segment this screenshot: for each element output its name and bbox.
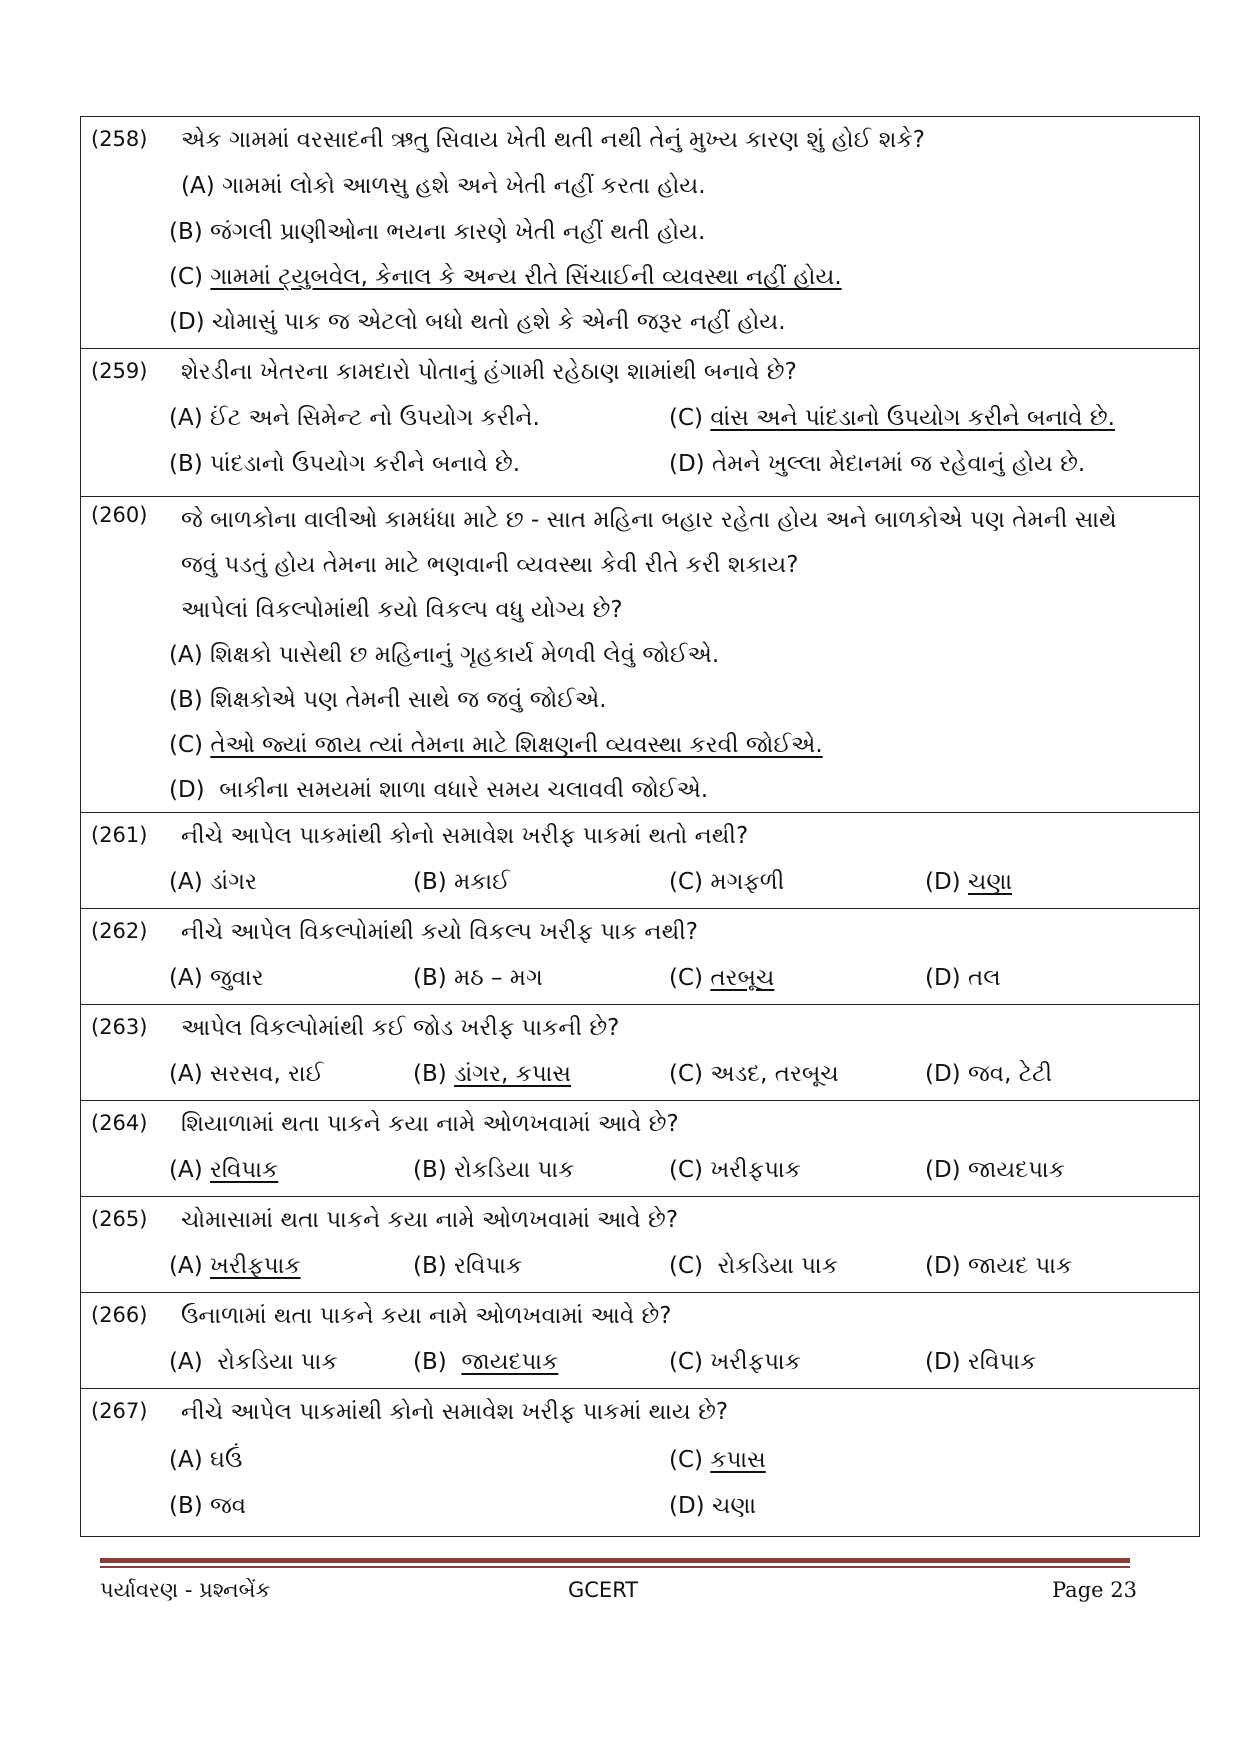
option-a: (A) સરસવ, રાઈ: [169, 1061, 324, 1087]
option-d: (D) ચોમાસું પાક જ એટલો બધો થતો હશે કે એની જરૂર નહીં હોય.: [169, 309, 786, 335]
correct-answer: ખરીફપાક: [210, 1253, 301, 1279]
option-a: (A) ઘઉં: [169, 1447, 243, 1473]
option-b: (B) રોકડિયા પાક: [413, 1157, 575, 1183]
question-262: [81, 909, 1199, 1005]
option-c: (C) તેઓ જ્યાં જાય ત્યાં તેમના માટે શિક્ષણની વ્યવસ્થા કરવી જોઈએ.: [169, 732, 823, 758]
option-a: (A) ગામમાં લોકો આળસુ હશે અને ખેતી નહીં કરતા હોય.: [181, 173, 706, 199]
question-261: [81, 813, 1199, 909]
option-d: (D) તેમને ખુલ્લા મેદાનમાં જ રહેવાનું હોય છે.: [669, 451, 1086, 477]
option-c: (C) ગામમાં ટ્યુબવેલ, કેનાલ કે અન્ય રીતે સિંચાઈની વ્યવસ્થા નહીં હોય.: [169, 264, 842, 290]
question-number: (263): [91, 1015, 148, 1039]
correct-answer: ગામમાં ટ્યુબવેલ, કેનાલ કે અન્ય રીતે સિંચાઈની વ્યવસ્થા નહીં હોય.: [210, 264, 842, 290]
question-number: (261): [91, 823, 148, 847]
option-b: (B) શિક્ષકોએ પણ તેમની સાથે જ જવું જોઈએ.: [169, 687, 607, 713]
question-number: (264): [91, 1111, 148, 1135]
question-text: નીચે આપેલ પાકમાંથી કોનો સમાવેશ ખરીફ પાકમાં થાય છે?: [181, 1399, 729, 1425]
option-d: (D) બાકીના સમયમાં શાળા વધારે સમય ચલાવવી જોઈએ.: [169, 777, 709, 803]
question-number: (266): [91, 1303, 148, 1327]
option-d: (D) રવિપાક: [925, 1349, 1037, 1375]
question-number: (262): [91, 919, 148, 943]
correct-answer: તેઓ જ્યાં જાય ત્યાં તેમના માટે શિક્ષણની વ્યવસ્થા કરવી જોઈએ.: [210, 732, 823, 758]
question-table: [80, 116, 1200, 1537]
option-c: (C) ખરીફપાક: [669, 1349, 801, 1375]
option-b: (B) પાંદડાનો ઉપયોગ કરીને બનાવે છે.: [169, 451, 521, 477]
option-b: (B) મકાઈ: [413, 869, 510, 895]
option-c: (C) મગફળી: [669, 869, 785, 895]
option-b: (B) ડાંગર, કપાસ: [413, 1061, 572, 1087]
question-text: નીચે આપેલ વિકલ્પોમાંથી કયો વિકલ્પ ખરીફ પાક નથી?: [181, 919, 698, 945]
option-a: (A) શિક્ષકો પાસેથી છ મહિનાનું ગૃહકાર્ય મેળવી લેવું જોઈએ.: [169, 642, 720, 668]
question-text: આપેલ વિકલ્પોમાંથી કઈ જોડ ખરીફ પાકની છે?: [181, 1015, 620, 1041]
correct-answer: ડાંગર, કપાસ: [454, 1061, 572, 1087]
question-number: (260): [91, 503, 148, 527]
question-text: શેરડીના ખેતરના કામદારો પોતાનું હંગામી રહેઠાણ શામાંથી બનાવે છે?: [181, 359, 797, 385]
question-number: (258): [91, 127, 148, 151]
footer-subject: પર્યાવરણ - પ્રશ્નબેંક: [100, 1578, 271, 1602]
question-text: જે બાળકોના વાલીઓ કામધંધા માટે છ - સાત મહિના બહાર રહેતા હોય અને બાળકોએ પણ તેમની સાથે: [181, 507, 1117, 533]
question-267: [81, 1389, 1199, 1537]
option-d: (D) તલ: [925, 965, 1001, 991]
question-text-line3: આપેલાં વિકલ્પોમાંથી કયો વિકલ્પ વધુ યોગ્ય છે?: [181, 597, 623, 623]
option-a: (A) રવિપાક: [169, 1157, 279, 1183]
question-number: (265): [91, 1207, 148, 1231]
option-b: (B) જંગલી પ્રાણીઓના ભયના કારણે ખેતી નહીં થતી હોય.: [169, 219, 706, 245]
correct-answer: તરબૂચ: [710, 965, 775, 991]
correct-answer: વાંસ અને પાંદડાનો ઉપયોગ કરીને બનાવે છે.: [710, 405, 1115, 431]
option-b: (B) જાયદપાક: [413, 1349, 559, 1375]
option-a: (A) ડાંગર: [169, 869, 257, 895]
option-b: (B) મઠ – મગ: [413, 965, 543, 991]
question-264: [81, 1101, 1199, 1197]
option-d: (D) જાયદપાક: [925, 1157, 1065, 1183]
option-a: (A) ખરીફપાક: [169, 1253, 301, 1279]
question-text: ચોમાસામાં થતા પાકને કયા નામે ઓળખવામાં આવે છે?: [181, 1207, 679, 1233]
option-a: (A) જુવાર: [169, 965, 264, 991]
question-263: [81, 1005, 1199, 1101]
footer-divider-thin: [100, 1566, 1130, 1568]
question-text: શિયાળામાં થતા પાકને કયા નામે ઓળખવામાં આવે છે?: [181, 1111, 679, 1137]
question-266: [81, 1293, 1199, 1389]
option-d: (D) ચણા: [669, 1493, 757, 1519]
question-text: ઉનાળામાં થતા પાકને કયા નામે ઓળખવામાં આવે છે?: [181, 1303, 672, 1329]
question-text: એક ગામમાં વરસાદની ઋતુ સિવાય ખેતી થતી નથી તેનું મુખ્ય કારણ શું હોઈ શકે?: [181, 127, 925, 153]
question-258: [81, 117, 1199, 349]
footer-page-number: Page 23: [1052, 1578, 1137, 1602]
option-b: (B) રવિપાક: [413, 1253, 523, 1279]
question-text-line2: જવું પડતું હોય તેમના માટે ભણવાની વ્યવસ્થા કેવી રીતે કરી શકાય?: [181, 552, 799, 578]
correct-answer: રવિપાક: [210, 1157, 279, 1183]
option-a: (A) રોકડિયા પાક: [169, 1349, 338, 1375]
option-d: (D) જવ, ટેટી: [925, 1061, 1053, 1087]
option-a: (A) ઈંટ અને સિમેન્ટ નો ઉપયોગ કરીને.: [169, 405, 540, 431]
option-c: (C) ખરીફપાક: [669, 1157, 801, 1183]
question-259: [81, 349, 1199, 497]
question-number: (259): [91, 359, 148, 383]
question-260: [81, 497, 1199, 813]
option-b: (B) જવ: [169, 1493, 247, 1519]
correct-answer: ચણા: [967, 869, 1013, 895]
option-d: (D) ચણા: [925, 869, 1013, 895]
correct-answer: જાયદપાક: [461, 1349, 559, 1375]
option-c: (C) કપાસ: [669, 1447, 766, 1473]
option-c: (C) અડદ, તરબૂચ: [669, 1061, 839, 1087]
option-c: (C) રોકડિયા પાક: [669, 1253, 838, 1279]
question-number: (267): [91, 1399, 148, 1423]
correct-answer: કપાસ: [710, 1447, 766, 1473]
option-d: (D) જાયદ પાક: [925, 1253, 1073, 1279]
question-265: [81, 1197, 1199, 1293]
footer-divider-thick: [100, 1558, 1130, 1563]
footer-publisher: GCERT: [568, 1578, 639, 1602]
option-c: (C) વાંસ અને પાંદડાનો ઉપયોગ કરીને બનાવે છે.: [669, 405, 1115, 431]
option-c: (C) તરબૂચ: [669, 965, 775, 991]
question-text: નીચે આપેલ પાકમાંથી કોનો સમાવેશ ખરીફ પાકમાં થતો નથી?: [181, 823, 749, 849]
